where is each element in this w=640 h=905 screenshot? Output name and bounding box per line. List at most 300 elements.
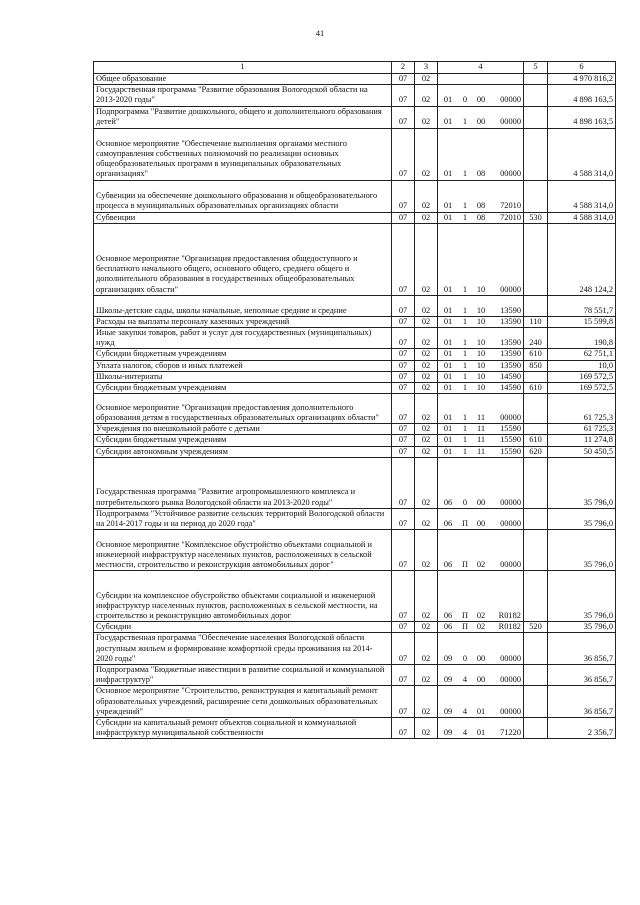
- row-subsection: 02: [415, 74, 438, 85]
- row-expense-type: [524, 718, 548, 739]
- target-code-parts: [440, 447, 521, 457]
- row-expense-type: [524, 85, 548, 106]
- target-code-t4: 00000: [500, 519, 521, 529]
- table-row: [94, 349, 616, 360]
- row-amount: 36 856,7: [548, 665, 616, 686]
- row-name: Государственная программа "Развитие образования Вологодской области на 2013-2020 годы": [94, 85, 392, 106]
- row-target-code: [438, 424, 524, 435]
- row-expense-type: [524, 106, 548, 128]
- target-code-t2: П: [461, 560, 469, 570]
- target-code-t2: 0: [462, 497, 468, 507]
- target-code-t4: 14590: [500, 383, 521, 393]
- row-amount: 50 450,5: [548, 446, 616, 457]
- row-amount: 4 970 816,2: [548, 74, 616, 85]
- target-code-t3: 08: [476, 212, 486, 222]
- target-code-t3: 02: [476, 622, 486, 632]
- row-amount: 4 588 314,0: [548, 128, 616, 180]
- row-target-code: [438, 180, 524, 212]
- target-code-parts: [440, 383, 521, 393]
- row-name: Учреждения по внешкольной работе с детьми: [94, 424, 392, 435]
- row-section: 07: [392, 457, 415, 508]
- row-target-code: [438, 85, 524, 106]
- row-expense-type: [524, 530, 548, 571]
- target-code-parts: [440, 361, 521, 371]
- target-code-t2: 1: [462, 435, 468, 445]
- row-name: Школы-интернаты: [94, 371, 392, 382]
- row-target-code: [438, 383, 524, 394]
- row-expense-type: [524, 633, 548, 665]
- header-col-5: 5: [524, 62, 548, 74]
- row-expense-type: 610: [524, 349, 548, 360]
- table-row: [94, 633, 616, 665]
- target-code-t1: 01: [443, 413, 453, 423]
- table-row: [94, 508, 616, 529]
- target-code-t4: 00000: [500, 675, 521, 685]
- header-col-2: 2: [392, 62, 415, 74]
- row-target-code: [438, 360, 524, 371]
- target-code-t2: 4: [462, 675, 468, 685]
- table-row: [94, 223, 616, 295]
- row-subsection: 02: [415, 295, 438, 316]
- row-name: Субвенции: [94, 212, 392, 223]
- row-expense-type: 610: [524, 435, 548, 446]
- header-col-4: 4: [438, 62, 524, 74]
- row-section: 07: [392, 180, 415, 212]
- target-code-t4: R0182: [498, 622, 521, 632]
- target-code-parts: [440, 622, 521, 632]
- row-subsection: 02: [415, 571, 438, 622]
- row-subsection: 02: [415, 212, 438, 223]
- row-amount: 78 551,7: [548, 295, 616, 316]
- header-col-3: 3: [415, 62, 438, 74]
- header-row: [94, 62, 616, 74]
- row-name: Подпрограмма "Бюджетные инвестиции в развитие социальной и коммунальной инфраструктур": [94, 665, 392, 686]
- target-code-t1: 01: [443, 338, 453, 348]
- target-code-t3: 10: [476, 338, 486, 348]
- row-target-code: [438, 633, 524, 665]
- row-target-code: [438, 530, 524, 571]
- target-code-t1: 01: [443, 435, 453, 445]
- target-code-t3: 10: [476, 305, 486, 315]
- target-code-t4: 00000: [500, 284, 521, 294]
- target-code-t4: 13590: [500, 349, 521, 359]
- row-target-code: [438, 718, 524, 739]
- row-subsection: 02: [415, 622, 438, 633]
- target-code-t3: 01: [476, 706, 486, 716]
- target-code-t2: 1: [462, 305, 468, 315]
- target-code-t1: 01: [443, 383, 453, 393]
- target-code-t4: 15590: [500, 435, 521, 445]
- row-name: Основное мероприятие "Комплексное обустройство объектами социальной и инженерной инфраструктур населенных пунктов, расположенных в сельской местности, строительство и реконструкция автомобильных дорог": [94, 530, 392, 571]
- row-amount: 36 856,7: [548, 633, 616, 665]
- target-code-parts: [440, 654, 521, 664]
- row-section: 07: [392, 360, 415, 371]
- target-code-t2: П: [461, 519, 469, 529]
- row-subsection: 02: [415, 686, 438, 718]
- row-section: 07: [392, 530, 415, 571]
- row-name: Субсидии автономным учреждениям: [94, 446, 392, 457]
- target-code-t1: 09: [443, 706, 453, 716]
- row-name: Субсидии бюджетным учреждениям: [94, 435, 392, 446]
- row-expense-type: [524, 665, 548, 686]
- row-name: Основное мероприятие "Организация предоставления общедоступного и бесплатного начального общего, основного общего, среднего общего и дополнительного образования в государственных общеобразовательных организациях области": [94, 223, 392, 295]
- target-code-t3: 11: [476, 446, 486, 456]
- row-subsection: 02: [415, 349, 438, 360]
- row-target-code: [438, 106, 524, 128]
- row-subsection: 02: [415, 223, 438, 295]
- row-amount: 61 725,3: [548, 424, 616, 435]
- row-subsection: 02: [415, 435, 438, 446]
- target-code-t4: 72010: [500, 201, 521, 211]
- row-section: 07: [392, 446, 415, 457]
- target-code-t2: 4: [462, 706, 468, 716]
- row-target-code: [438, 686, 524, 718]
- target-code-t3: 02: [476, 560, 486, 570]
- row-subsection: 02: [415, 85, 438, 106]
- target-code-parts: [440, 413, 521, 423]
- target-code-t3: 11: [476, 424, 486, 434]
- target-code-t1: 06: [443, 560, 453, 570]
- row-amount: 4 898 163,5: [548, 106, 616, 128]
- target-code-t1: 01: [443, 371, 453, 381]
- target-code-t2: 0: [462, 653, 468, 663]
- row-name: Расходы на выплаты персоналу казенных учреждений: [94, 316, 392, 327]
- row-subsection: 02: [415, 360, 438, 371]
- target-code-t2: 1: [462, 371, 468, 381]
- target-code-t2: 0: [462, 95, 468, 105]
- table-row: [94, 665, 616, 686]
- target-code-t2: 1: [462, 360, 468, 370]
- target-code-t1: 01: [443, 316, 453, 326]
- target-code-t4: 00000: [500, 497, 521, 507]
- row-expense-type: 620: [524, 446, 548, 457]
- row-section: 07: [392, 571, 415, 622]
- target-code-parts: [440, 317, 521, 327]
- target-code-t2: 1: [462, 413, 468, 423]
- row-expense-type: [524, 371, 548, 382]
- table-row: [94, 571, 616, 622]
- row-expense-type: [524, 457, 548, 508]
- row-amount: 10,0: [548, 360, 616, 371]
- row-target-code: [438, 457, 524, 508]
- target-code-t1: 01: [443, 349, 453, 359]
- row-name: Государственная программа "Обеспечение населения Вологодской области доступным жильем и формирование комфортной среды проживания на 2014-2020 годы": [94, 633, 392, 665]
- target-code-t1: 01: [443, 212, 453, 222]
- row-name: Субвенции на обеспечение дошкольного образования и общеобразовательного процесса в муниципальных образовательных организациях области: [94, 180, 392, 212]
- target-code-t2: П: [461, 622, 469, 632]
- row-target-code: [438, 349, 524, 360]
- table-row: [94, 686, 616, 718]
- target-code-t2: 1: [462, 169, 468, 179]
- row-target-code: [438, 74, 524, 85]
- target-code-t2: 1: [462, 349, 468, 359]
- row-amount: 4 898 163,5: [548, 85, 616, 106]
- table-row: [94, 295, 616, 316]
- row-name: Государственная программа "Развитие агропромышленного комплекса и потребительского рынка Вологодской области на 2013-2020 годы": [94, 457, 392, 508]
- target-code-t3: 00: [476, 519, 486, 529]
- target-code-parts: [440, 560, 521, 570]
- target-code-parts: [440, 707, 521, 717]
- table-row: [94, 74, 616, 85]
- target-code-t2: 4: [462, 728, 468, 738]
- target-code-parts: [440, 435, 521, 445]
- target-code-t1: 06: [443, 611, 453, 621]
- target-code-t4: 00000: [500, 117, 521, 127]
- row-section: 07: [392, 718, 415, 739]
- row-amount: 35 796,0: [548, 508, 616, 529]
- table-row: [94, 128, 616, 180]
- target-code-t2: 1: [462, 446, 468, 456]
- row-target-code: [438, 435, 524, 446]
- row-expense-type: [524, 394, 548, 424]
- row-subsection: 02: [415, 106, 438, 128]
- target-code-parts: [440, 306, 521, 316]
- target-code-t4: 15590: [500, 446, 521, 456]
- row-expense-type: [524, 424, 548, 435]
- target-code-t4: 00000: [500, 560, 521, 570]
- target-code-t4: R0182: [498, 611, 521, 621]
- row-amount: 190,8: [548, 328, 616, 349]
- target-code-parts: [440, 519, 521, 529]
- target-code-parts: [440, 498, 521, 508]
- row-name: Иные закупки товаров, работ и услуг для государственных (муниципальных) нужд: [94, 328, 392, 349]
- target-code-t1: 01: [443, 95, 453, 105]
- row-expense-type: [524, 74, 548, 85]
- row-amount: 62 751,1: [548, 349, 616, 360]
- table-row: [94, 106, 616, 128]
- row-amount: 169 572,5: [548, 371, 616, 382]
- row-subsection: 02: [415, 394, 438, 424]
- target-code-t3: 11: [476, 435, 486, 445]
- target-code-t1: 01: [443, 201, 453, 211]
- table-row: [94, 718, 616, 739]
- row-target-code: [438, 665, 524, 686]
- row-expense-type: 850: [524, 360, 548, 371]
- target-code-parts: [440, 372, 521, 382]
- row-subsection: 02: [415, 457, 438, 508]
- target-code-t4: 72010: [500, 212, 521, 222]
- row-target-code: [438, 223, 524, 295]
- row-target-code: [438, 622, 524, 633]
- table-row: [94, 424, 616, 435]
- row-name: Уплата налогов, сборов и иных платежей: [94, 360, 392, 371]
- row-target-code: [438, 571, 524, 622]
- row-target-code: [438, 128, 524, 180]
- target-code-t4: 15590: [500, 424, 521, 434]
- target-code-t2: 1: [462, 338, 468, 348]
- target-code-t4: 00000: [500, 653, 521, 663]
- target-code-t4: 14590: [500, 371, 521, 381]
- row-amount: 61 725,3: [548, 394, 616, 424]
- table-row: [94, 328, 616, 349]
- row-target-code: [438, 371, 524, 382]
- target-code-t4: 00000: [500, 169, 521, 179]
- row-section: 07: [392, 349, 415, 360]
- row-subsection: 02: [415, 371, 438, 382]
- table-row: [94, 371, 616, 382]
- row-subsection: 02: [415, 328, 438, 349]
- row-target-code: [438, 316, 524, 327]
- row-subsection: 02: [415, 665, 438, 686]
- target-code-t3: 10: [476, 284, 486, 294]
- row-name: Субсидии на капитальный ремонт объектов социальной и коммунальной инфраструктур муниципальной собственности: [94, 718, 392, 739]
- target-code-parts: [440, 728, 521, 738]
- target-code-parts: [440, 117, 521, 127]
- target-code-t1: 01: [443, 117, 453, 127]
- table-row: [94, 212, 616, 223]
- row-section: 07: [392, 316, 415, 327]
- target-code-t1: 01: [443, 284, 453, 294]
- row-amount: 4 588 314,0: [548, 180, 616, 212]
- row-name: Субсидии: [94, 622, 392, 633]
- row-subsection: 02: [415, 633, 438, 665]
- row-expense-type: 240: [524, 328, 548, 349]
- target-code-parts: [440, 213, 521, 223]
- table-row: [94, 394, 616, 424]
- target-code-t3: 01: [476, 728, 486, 738]
- target-code-t2: 1: [462, 212, 468, 222]
- target-code-t1: 01: [443, 169, 453, 179]
- target-code-t3: 11: [476, 413, 486, 423]
- target-code-t1: 06: [443, 497, 453, 507]
- row-name: Основное мероприятие "Обеспечение выполнения органами местного самоуправления собственных полномочий по реализации основных общеобразовательных программ в муниципальных образовательных организациях": [94, 128, 392, 180]
- target-code-t1: 01: [443, 305, 453, 315]
- target-code-parts: [440, 169, 521, 179]
- row-expense-type: [524, 295, 548, 316]
- target-code-t2: 1: [462, 316, 468, 326]
- row-expense-type: 110: [524, 316, 548, 327]
- target-code-t1: 09: [443, 653, 453, 663]
- target-code-t3: 00: [476, 653, 486, 663]
- target-code-t3: 02: [476, 611, 486, 621]
- header-col-6: 6: [548, 62, 616, 74]
- row-section: 07: [392, 223, 415, 295]
- row-section: 07: [392, 424, 415, 435]
- row-name: Субсидии бюджетным учреждениям: [94, 383, 392, 394]
- row-amount: 36 856,7: [548, 686, 616, 718]
- row-subsection: 02: [415, 316, 438, 327]
- row-expense-type: [524, 128, 548, 180]
- header-col-1: 1: [94, 62, 392, 74]
- row-subsection: 02: [415, 530, 438, 571]
- row-subsection: 02: [415, 383, 438, 394]
- row-target-code: [438, 295, 524, 316]
- row-name: Основное мероприятие "Организация предоставления дополнительного образования детям в государственных образовательных организациях области": [94, 394, 392, 424]
- row-name: Общее образование: [94, 74, 392, 85]
- budget-table: [93, 61, 616, 739]
- target-code-t4: 13590: [500, 360, 521, 370]
- target-code-t1: 01: [443, 446, 453, 456]
- row-section: 07: [392, 633, 415, 665]
- row-amount: 35 796,0: [548, 571, 616, 622]
- target-code-t2: 1: [462, 201, 468, 211]
- row-expense-type: [524, 571, 548, 622]
- row-section: 07: [392, 508, 415, 529]
- target-code-t2: 1: [462, 383, 468, 393]
- target-code-parts: [440, 611, 521, 621]
- target-code-t3: 08: [476, 201, 486, 211]
- row-amount: 2 356,7: [548, 718, 616, 739]
- row-section: 07: [392, 295, 415, 316]
- target-code-t4: 00000: [500, 413, 521, 423]
- target-code-t3: 00: [476, 95, 486, 105]
- target-code-t2: 1: [462, 284, 468, 294]
- row-amount: 4 588 314,0: [548, 212, 616, 223]
- row-expense-type: [524, 686, 548, 718]
- target-code-t4: 13590: [500, 305, 521, 315]
- target-code-t4: 13590: [500, 338, 521, 348]
- row-name: Субсидии бюджетным учреждениям: [94, 349, 392, 360]
- row-section: 07: [392, 435, 415, 446]
- target-code-parts: [440, 338, 521, 348]
- row-subsection: 02: [415, 424, 438, 435]
- target-code-t3: 08: [476, 169, 486, 179]
- table-row: [94, 622, 616, 633]
- table-row: [94, 446, 616, 457]
- target-code-t3: 10: [476, 316, 486, 326]
- table-row: [94, 316, 616, 327]
- target-code-t3: 10: [476, 371, 486, 381]
- row-name: Школы-детские сады, школы начальные, неполные средние и средние: [94, 295, 392, 316]
- target-code-t4: 00000: [500, 706, 521, 716]
- target-code-t1: 06: [443, 622, 453, 632]
- row-section: 07: [392, 686, 415, 718]
- row-expense-type: [524, 180, 548, 212]
- row-subsection: 02: [415, 446, 438, 457]
- row-subsection: 02: [415, 718, 438, 739]
- row-expense-type: 520: [524, 622, 548, 633]
- row-section: 07: [392, 328, 415, 349]
- row-name: Основное мероприятие "Строительство, реконструкция и капитальный ремонт образовательных учреждений, расширение сети дошкольных образовательных учреждений": [94, 686, 392, 718]
- target-code-parts: [440, 675, 521, 685]
- target-code-t3: 10: [476, 360, 486, 370]
- row-subsection: 02: [415, 128, 438, 180]
- table-row: [94, 383, 616, 394]
- row-expense-type: 610: [524, 383, 548, 394]
- row-section: 07: [392, 106, 415, 128]
- row-section: 07: [392, 74, 415, 85]
- row-amount: 35 796,0: [548, 457, 616, 508]
- row-amount: 35 796,0: [548, 530, 616, 571]
- target-code-t4: 71220: [500, 728, 521, 738]
- target-code-t1: 06: [443, 519, 453, 529]
- target-code-parts: [440, 285, 521, 295]
- row-name: Субсидии на комплексное обустройство объектами социальной и инженерной инфраструктур населенных пунктов, расположенных в сельской местности, на строительство и реконструкцию автомобильных дорог: [94, 571, 392, 622]
- row-expense-type: [524, 508, 548, 529]
- row-amount: 11 274,8: [548, 435, 616, 446]
- row-amount: 169 572,5: [548, 383, 616, 394]
- table-row: [94, 457, 616, 508]
- row-name: Подпрограмма "Развитие дошкольного, общего и дополнительного образования детей": [94, 106, 392, 128]
- table-row: [94, 530, 616, 571]
- row-name: Подпрограмма "Устойчивое развитие сельских территорий Вологодской области на 2014-2017 годы и на период до 2020 года": [94, 508, 392, 529]
- target-code-t4: 00000: [500, 95, 521, 105]
- row-section: 07: [392, 128, 415, 180]
- table-row: [94, 180, 616, 212]
- target-code-t1: 09: [443, 728, 453, 738]
- target-code-parts: [440, 95, 521, 105]
- row-amount: 35 796,0: [548, 622, 616, 633]
- row-subsection: 02: [415, 180, 438, 212]
- row-section: 07: [392, 371, 415, 382]
- target-code-parts: [440, 424, 521, 434]
- target-code-t2: 1: [462, 424, 468, 434]
- target-code-t2: П: [461, 611, 469, 621]
- target-code-t3: 00: [476, 117, 486, 127]
- row-section: 07: [392, 394, 415, 424]
- target-code-t1: 01: [443, 360, 453, 370]
- target-code-t3: 00: [476, 497, 486, 507]
